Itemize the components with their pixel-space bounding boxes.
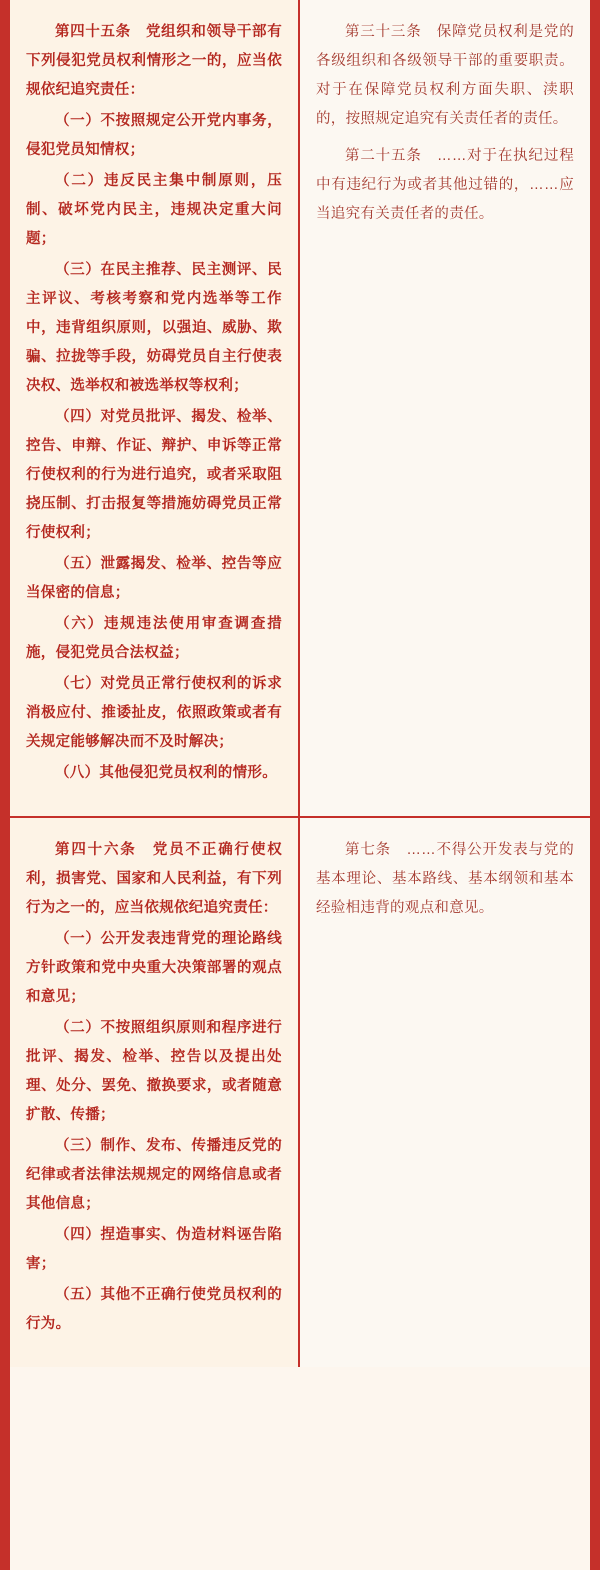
table-row (10, 0, 590, 816)
paragraph: 第二十五条 ……对于在执纪过程中有违纪行为或者其他过错的，……应当追究有关责任者的责任。 (316, 148, 574, 222)
paragraph: （五）其他不正确行使党员权利的行为。 (26, 1287, 282, 1332)
paragraph: （七）对党员正常行使权利的诉求消极应付、推诿扯皮，依照政策或者有关规定能够解决而不及时解决； (26, 676, 282, 750)
regulation-cell-left-1 (10, 0, 300, 816)
comparison-table (10, 0, 590, 1367)
paragraph: （三）在民主推荐、民主测评、民主评议、考核考察和党内选举等工作中，违背组织原则，以强迫、威胁、欺骗、拉拢等手段，妨碍党员自主行使表决权、选举权和被选举权等权利； (26, 262, 282, 394)
paragraph: 第七条 ……不得公开发表与党的基本理论、基本路线、基本纲领和基本经验相违背的观点和意见。 (316, 842, 574, 916)
regulation-cell-left-2 (10, 818, 300, 1367)
paragraph: （一）不按照规定公开党内事务，侵犯党员知情权； (26, 113, 282, 158)
paragraph: （四）对党员批评、揭发、检举、控告、申辩、作证、辩护、申诉等正常行使权利的行为进行追究，或者采取阻挠压制、打击报复等措施妨碍党员正常行使权利； (26, 409, 282, 541)
paragraph: （六）违规违法使用审查调查措施，侵犯党员合法权益； (26, 616, 282, 661)
paragraph: （一）公开发表违背党的理论路线方针政策和党中央重大决策部署的观点和意见； (26, 931, 282, 1005)
regulation-cell-right-1 (300, 0, 590, 816)
paragraph: （三）制作、发布、传播违反党的纪律或者法律法规规定的网络信息或者其他信息； (26, 1138, 282, 1212)
paragraph: （四）捏造事实、伪造材料诬告陷害； (26, 1227, 282, 1272)
table-row (10, 816, 590, 1367)
paragraph: 第三十三条 保障党员权利是党的各级组织和各级领导干部的重要职责。对于在保障党员权利方面失职、渎职的，按照规定追究有关责任者的责任。 (316, 24, 574, 127)
paragraph: 第四十六条 党员不正确行使权利，损害党、国家和人民利益，有下列行为之一的，应当依规依纪追究责任： (26, 842, 282, 916)
paragraph: （五）泄露揭发、检举、控告等应当保密的信息； (26, 556, 282, 601)
paragraph: （八）其他侵犯党员权利的情形。 (55, 765, 277, 781)
paragraph: （二）不按照组织原则和程序进行批评、揭发、检举、控告以及提出处理、处分、罢免、撤换要求，或者随意扩散、传播； (26, 1020, 282, 1123)
paragraph: （二）违反民主集中制原则，压制、破坏党内民主，违规决定重大问题； (26, 173, 282, 247)
paragraph: 第四十五条 党组织和领导干部有下列侵犯党员权利情形之一的，应当依规依纪追究责任： (26, 24, 282, 98)
regulation-cell-right-2 (300, 818, 590, 1367)
